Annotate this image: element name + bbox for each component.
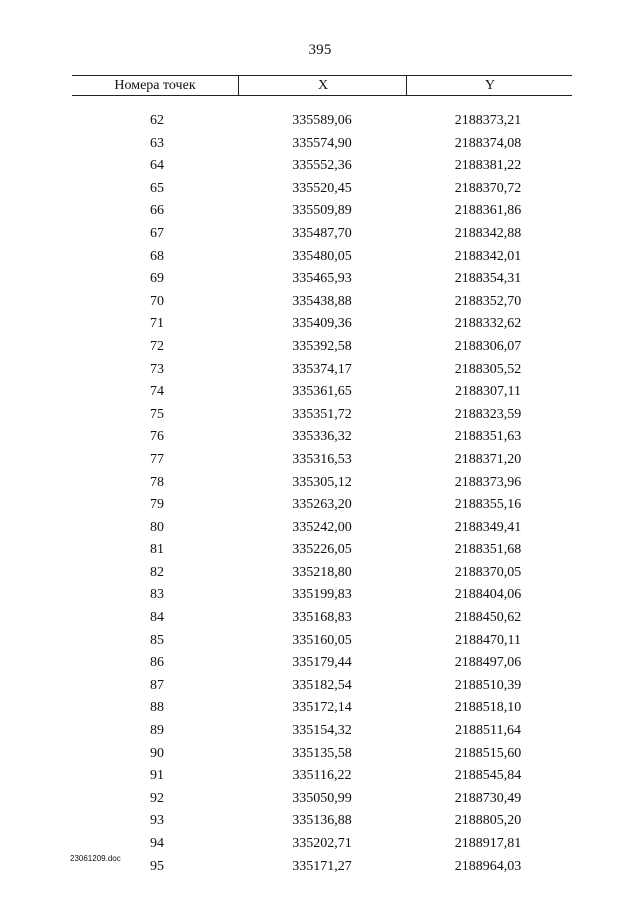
point-number: 65 (150, 180, 164, 196)
x-coordinate: 335160,05 (292, 632, 352, 648)
point-number: 63 (150, 135, 164, 151)
y-coordinate: 2188305,52 (454, 361, 522, 377)
y-coordinate: 2188361,86 (454, 203, 522, 219)
x-coordinate: 335199,83 (292, 587, 352, 603)
y-coordinate: 2188381,22 (454, 158, 522, 174)
table-row (72, 720, 572, 743)
table-header (72, 75, 572, 96)
y-coordinate: 2188917,81 (454, 836, 522, 851)
table-row (72, 517, 572, 540)
point-number: 70 (150, 293, 164, 309)
point-number: 79 (150, 497, 164, 513)
point-number: 62 (150, 113, 164, 128)
table-row (72, 788, 572, 811)
point-number: 64 (150, 158, 164, 174)
point-number: 78 (150, 474, 164, 490)
table-row (72, 200, 572, 223)
point-number: 91 (150, 768, 164, 784)
point-number: 92 (150, 790, 164, 806)
point-number: 81 (150, 542, 164, 558)
table-row (72, 833, 572, 856)
x-coordinate: 335226,05 (292, 542, 352, 558)
table-row (72, 268, 572, 291)
file-name: 23061209.doc (70, 854, 121, 863)
point-number: 84 (150, 610, 164, 626)
table-row (72, 562, 572, 585)
table-row (72, 336, 572, 359)
x-coordinate: 335116,22 (292, 768, 352, 784)
y-coordinate: 2188332,62 (454, 316, 522, 332)
table-row (72, 607, 572, 630)
point-number: 82 (150, 564, 164, 580)
x-coordinate: 335409,36 (292, 316, 352, 332)
table-row (72, 584, 572, 607)
x-coordinate: 335520,45 (292, 180, 352, 196)
table-row (72, 652, 572, 675)
point-number: 94 (150, 836, 164, 851)
y-coordinate: 2188404,06 (454, 587, 522, 603)
point-number: 74 (150, 384, 164, 400)
header-point-number: Номера точек (114, 78, 196, 93)
x-coordinate: 335465,93 (292, 271, 352, 287)
y-coordinate: 2188470,11 (455, 632, 521, 648)
point-number: 71 (150, 316, 164, 332)
table-row (72, 765, 572, 788)
x-coordinate: 335374,17 (292, 361, 352, 377)
x-coordinate: 335589,06 (292, 113, 352, 128)
point-number: 72 (150, 338, 164, 354)
y-coordinate: 2188355,16 (454, 497, 522, 513)
point-number: 85 (150, 632, 164, 648)
y-coordinate: 2188805,20 (454, 813, 522, 829)
point-number: 77 (150, 451, 164, 467)
table-row (72, 630, 572, 653)
y-coordinate: 2188371,20 (454, 451, 522, 467)
point-number: 68 (150, 248, 164, 264)
x-coordinate: 335316,53 (292, 451, 352, 467)
y-coordinate: 2188351,63 (454, 429, 522, 445)
table-row (72, 313, 572, 336)
point-number: 93 (150, 813, 164, 829)
table-row (72, 449, 572, 472)
y-coordinate: 2188964,03 (454, 858, 522, 874)
x-coordinate: 335242,00 (292, 519, 352, 535)
y-coordinate: 2188307,11 (455, 384, 521, 400)
table-row (72, 675, 572, 698)
table-row (72, 404, 572, 427)
point-number: 95 (150, 858, 164, 874)
x-coordinate: 335351,72 (292, 406, 352, 422)
point-number: 80 (150, 519, 164, 535)
table-row (72, 133, 572, 156)
x-coordinate: 335182,54 (292, 677, 352, 693)
x-coordinate: 335168,83 (292, 610, 352, 626)
x-coordinate: 335361,65 (292, 384, 352, 400)
y-coordinate: 2188306,07 (454, 338, 522, 354)
table-row (72, 426, 572, 449)
x-coordinate: 335480,05 (292, 248, 352, 264)
x-coordinate: 335305,12 (292, 474, 352, 490)
y-coordinate: 2188730,49 (454, 790, 522, 806)
table-row (72, 223, 572, 246)
table-row (72, 110, 572, 133)
point-number: 66 (150, 203, 164, 219)
x-coordinate: 335218,80 (292, 564, 352, 580)
table-row (72, 472, 572, 495)
x-coordinate: 335487,70 (292, 225, 352, 241)
x-coordinate: 335171,27 (292, 858, 352, 874)
point-number: 73 (150, 361, 164, 377)
x-coordinate: 335552,36 (292, 158, 352, 174)
point-number: 89 (150, 723, 164, 739)
y-coordinate: 2188515,60 (454, 745, 522, 761)
y-coordinate: 2188342,88 (454, 225, 522, 241)
point-number: 87 (150, 677, 164, 693)
x-coordinate: 335172,14 (292, 700, 352, 716)
y-coordinate: 2188373,21 (454, 113, 522, 128)
page-number: 395 (308, 42, 332, 58)
y-coordinate: 2188518,10 (454, 700, 522, 716)
point-number: 86 (150, 655, 164, 671)
point-number: 88 (150, 700, 164, 716)
table-row (72, 810, 572, 833)
table-row (72, 246, 572, 269)
header-y: Y (406, 76, 573, 95)
y-coordinate: 2188354,31 (454, 271, 522, 287)
table-row (72, 856, 572, 879)
y-coordinate: 2188374,08 (454, 135, 522, 151)
point-number: 75 (150, 406, 164, 422)
y-coordinate: 2188510,39 (454, 677, 522, 693)
table-row (72, 155, 572, 178)
point-number: 76 (150, 429, 164, 445)
x-coordinate: 335135,58 (292, 745, 352, 761)
y-coordinate: 2188352,70 (454, 293, 522, 309)
x-coordinate: 335179,44 (292, 655, 352, 671)
table-row (72, 539, 572, 562)
x-coordinate: 335438,88 (292, 293, 352, 309)
table-row (72, 381, 572, 404)
y-coordinate: 2188373,96 (454, 474, 522, 490)
x-coordinate: 335574,90 (292, 135, 352, 151)
y-coordinate: 2188349,41 (454, 519, 522, 535)
header-x: X (238, 76, 407, 95)
x-coordinate: 335154,32 (292, 723, 352, 739)
x-coordinate: 335050,99 (292, 790, 352, 806)
table-row (72, 494, 572, 517)
point-number: 90 (150, 745, 164, 761)
table-row (72, 359, 572, 382)
y-coordinate: 2188370,72 (454, 180, 522, 196)
x-coordinate: 335202,71 (292, 836, 352, 851)
y-coordinate: 2188351,68 (454, 542, 522, 558)
x-coordinate: 335263,20 (292, 497, 352, 513)
y-coordinate: 2188450,62 (454, 610, 522, 626)
point-number: 69 (150, 271, 164, 287)
x-coordinate: 335136,88 (292, 813, 352, 829)
table-row (72, 743, 572, 766)
point-number: 83 (150, 587, 164, 603)
x-coordinate: 335392,58 (292, 338, 352, 354)
y-coordinate: 2188323,59 (454, 406, 522, 422)
y-coordinate: 2188342,01 (454, 248, 522, 264)
table-row (72, 697, 572, 720)
coordinates-table-body (72, 110, 572, 878)
table-row (72, 291, 572, 314)
y-coordinate: 2188497,06 (454, 655, 522, 671)
x-coordinate: 335509,89 (292, 203, 352, 219)
x-coordinate: 335336,32 (292, 429, 352, 445)
table-row (72, 178, 572, 201)
y-coordinate: 2188511,64 (455, 723, 521, 739)
y-coordinate: 2188370,05 (454, 564, 522, 580)
point-number: 67 (150, 225, 164, 241)
y-coordinate: 2188545,84 (454, 768, 522, 784)
